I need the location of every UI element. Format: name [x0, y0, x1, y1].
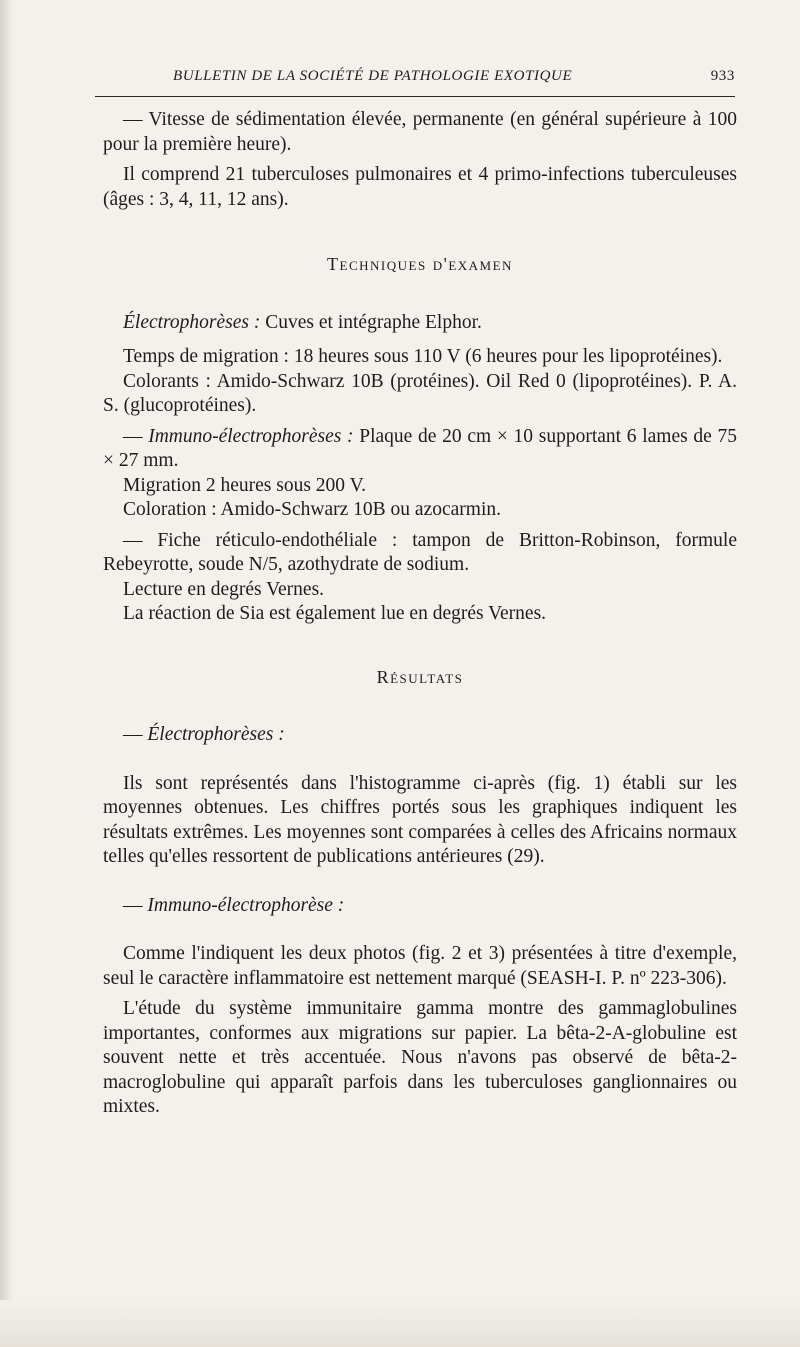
paragraph-migration: Temps de migration : 18 heures sous 110 V (6 heures pour les lipoprotéines).: [123, 346, 723, 367]
label-electrophoreses: Électrophorèses :: [123, 311, 261, 333]
running-header: [95, 68, 735, 97]
section-heading-resultats: Résultats: [376, 666, 464, 687]
label-immuno: Immuno-électrophorèses :: [148, 425, 354, 447]
journal-title: BULLETIN DE LA SOCIÉTÉ DE PATHOLOGIE EXOTIQUE: [173, 68, 573, 84]
paragraph-composition: Il comprend 21 tuberculoses pulmonaires et 4 primo-infections tuberculeuses (âges : 3, 4, 11, 12 ans).: [103, 164, 737, 210]
paragraph-colorants: Colorants : Amido-Schwarz 10B (protéines). Oil Red 0 (lipoprotéines). P. A. S. (glucoprotéines).: [103, 370, 737, 416]
paragraph-lecture: Lecture en degrés Vernes.: [123, 578, 325, 600]
paragraph-electrophoreses: [103, 311, 737, 336]
paragraph-coloration: Coloration : Amido-Schwarz 10B ou azocarmin.: [123, 499, 502, 520]
paragraph-sia: La réaction de Sia est également lue en degrés Vernes.: [123, 603, 547, 624]
text-electrophoreses: Cuves et intégraphe Elphor.: [260, 311, 482, 333]
subheading-immuno: — Immuno-électrophorèse :: [123, 894, 345, 916]
page-bottom-shadow: [0, 1300, 800, 1347]
subheading-electrophoreses: — Électrophorèses :: [123, 724, 285, 745]
paragraph-resultats-electro: Ils sont représentés dans l'histogramme ci-après (fig. 1) établi sur les moyennes obtenues. Les chiffres portés sous les graphiques indiquent les résultats extrêmes. Les moyennes sont comparées à celles des Africains normaux telles qu'elles ressortent de publications antérieures (29).: [103, 772, 737, 867]
section-heading-techniques: Techniques d'examen: [327, 254, 513, 274]
paragraph-immuno: — Immuno-électrophorèses : Plaque de 20 cm × 10 supportant 6 lames de 75 × 27 mm.: [103, 425, 738, 471]
paragraph-fiche: — Fiche réticulo-endothéliale : tampon de Britton-Robinson, formule Rebeyrotte, soude N/5, azothydrate de sodium.: [103, 529, 737, 575]
paragraph-sedimentation: — Vitesse de sédimentation élevée, permanente (en général supérieure à 100 pour la première heure).: [103, 109, 737, 155]
page-edge-shadow: [0, 0, 14, 1347]
body-text: [103, 108, 737, 1120]
page-number: 933: [710, 68, 735, 84]
paragraph-gamma: L'étude du système immunitaire gamma montre des gammaglobulines importantes, conformes aux migrations sur papier. La bêta-2-A-globuline est souvent nette et très accentuée. Nous n'avons pas observé de bêta-2-macroglobuline qui apparaît parfois dans les tuberculoses ganglionnaires ou mixtes.: [103, 998, 737, 1117]
paragraph-resultats-immuno: Comme l'indiquent les deux photos (fig. 2 et 3) présentées à titre d'exemple, seul le caractère inflammatoire est nettement marqué (SEASH-I. P. nº 223-306).: [103, 943, 737, 989]
text-immuno: Plaque de 20 cm × 10 supportant 6 lames de 75 × 27 mm.: [103, 425, 738, 471]
paragraph-migration-2: Migration 2 heures sous 200 V.: [123, 474, 367, 496]
